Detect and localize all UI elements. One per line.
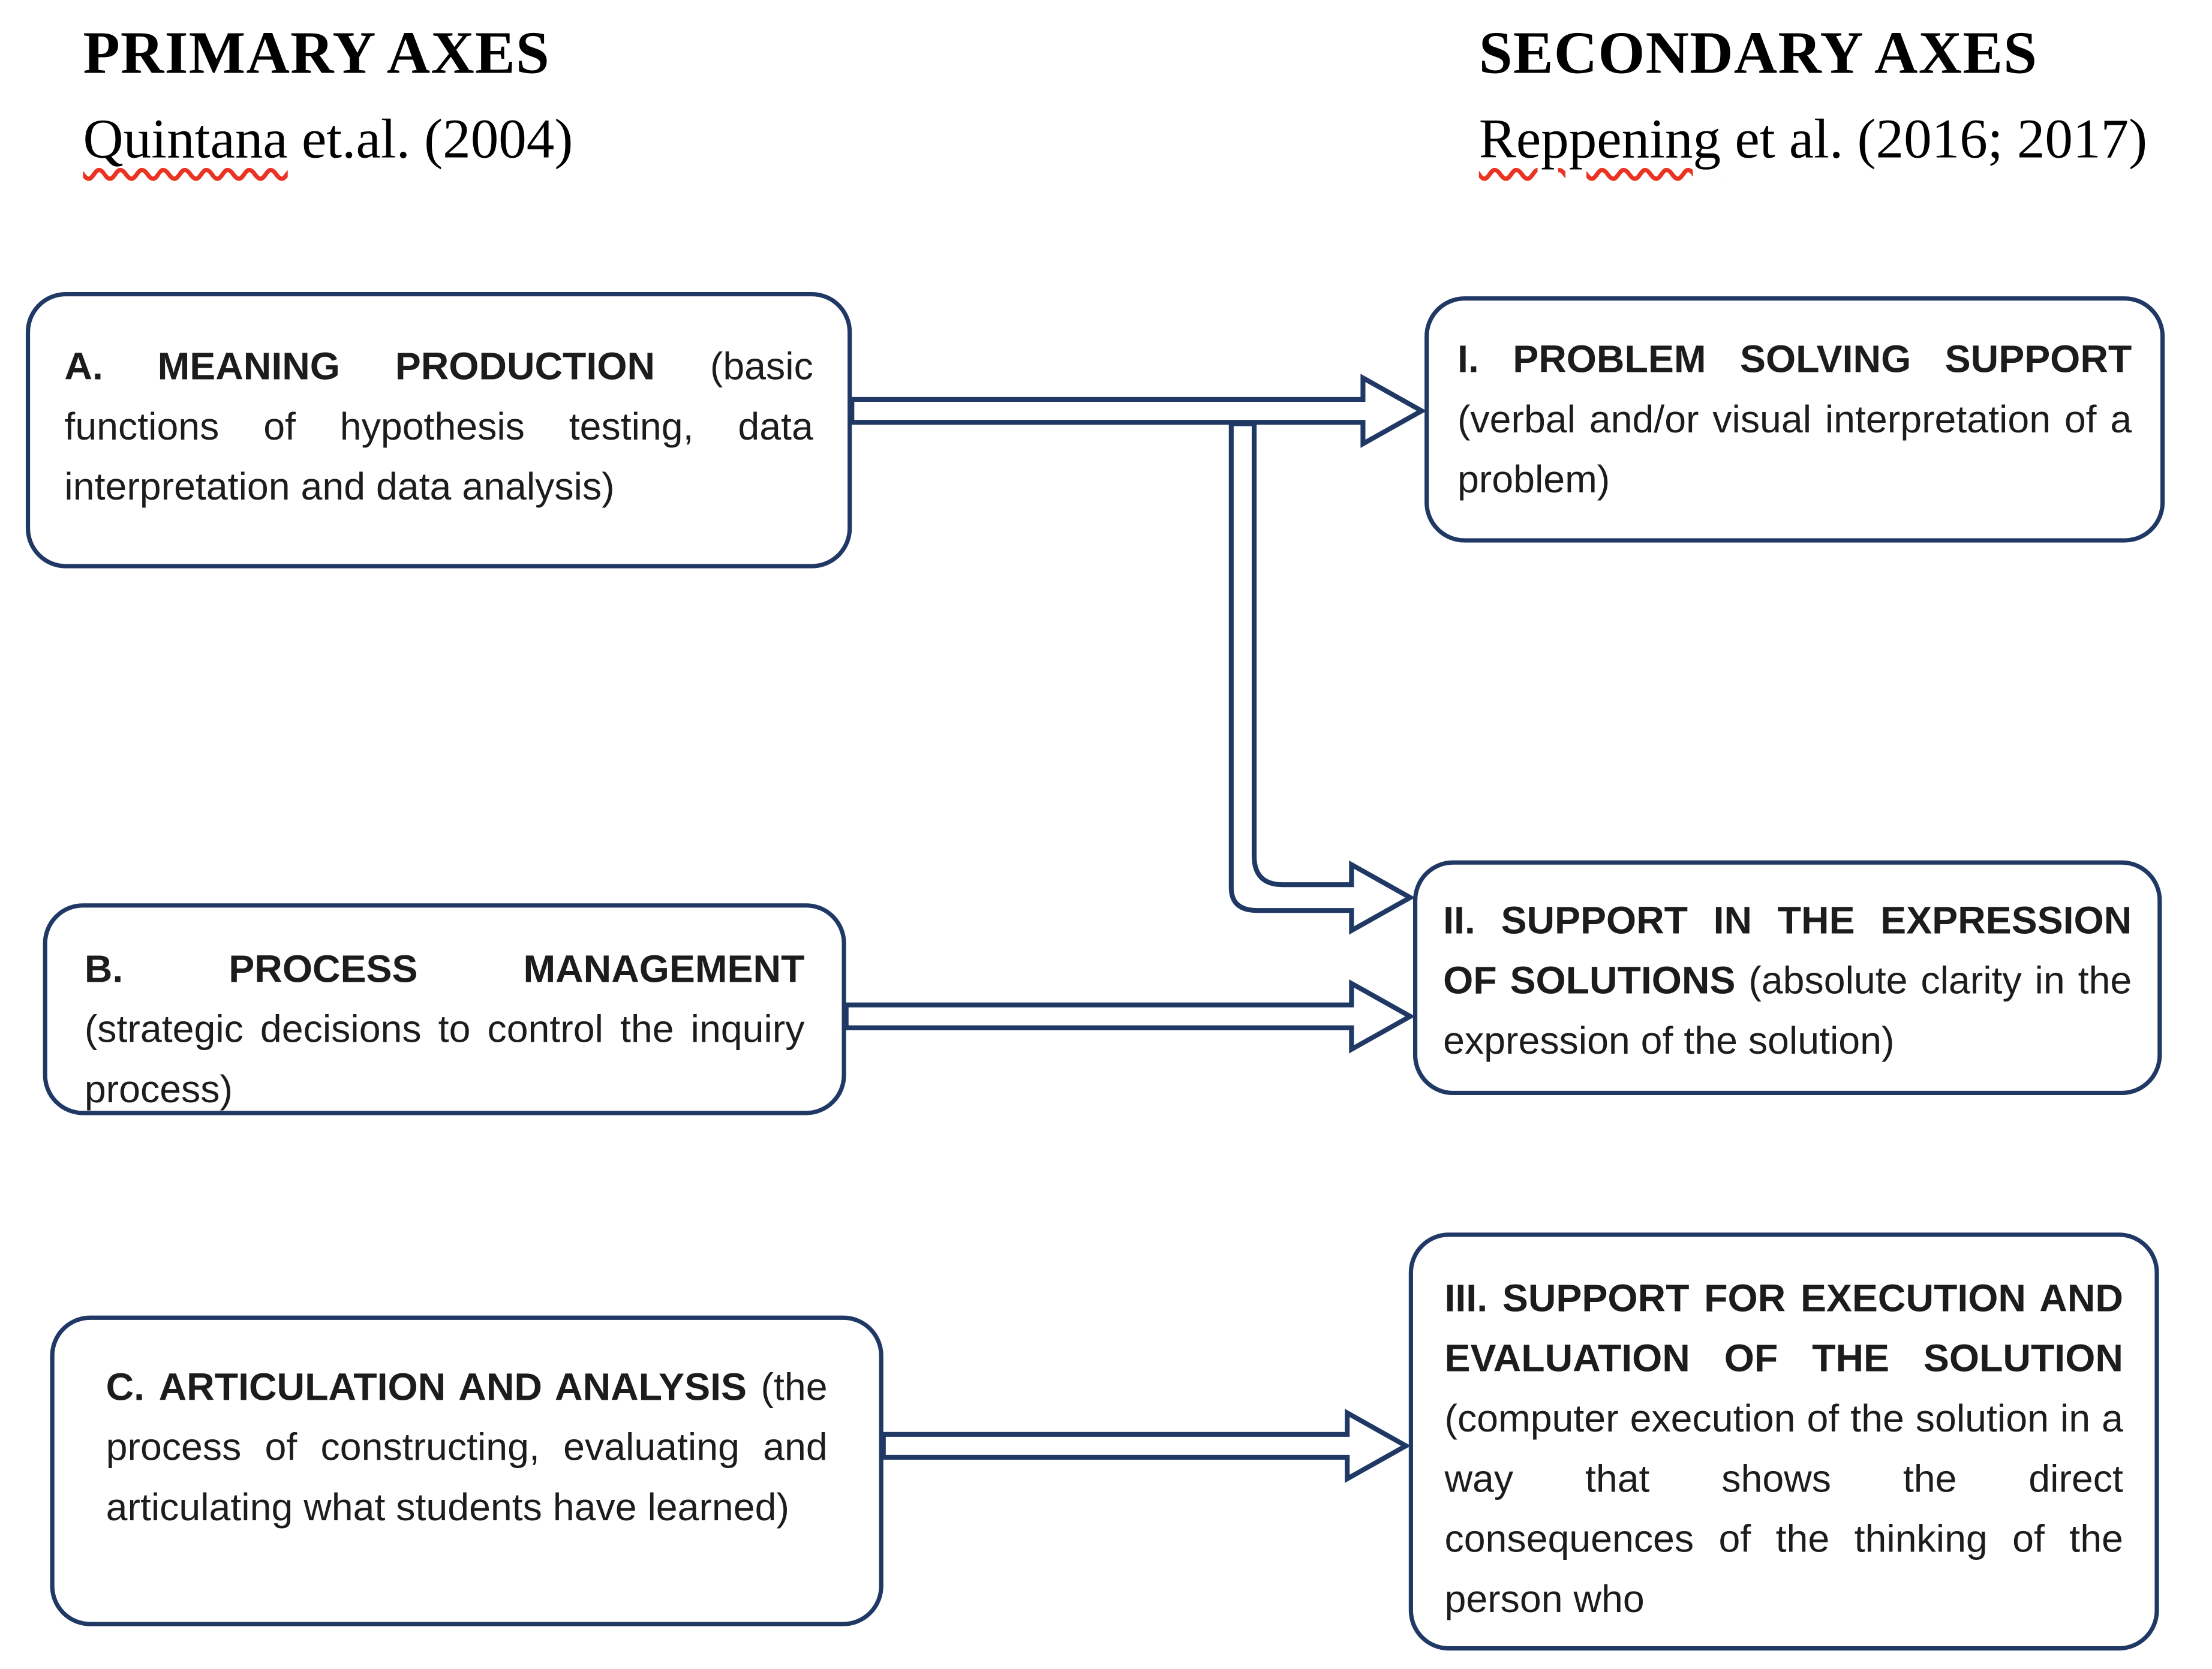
box-b-label: B. xyxy=(84,948,124,991)
secondary-axes-heading xyxy=(1479,20,2155,177)
arrow-c-to-iii xyxy=(883,1413,1406,1479)
box-ii-label: II. xyxy=(1443,899,1475,942)
box-c-text xyxy=(106,1357,828,1538)
box-ii-desc: (absolute clarity in the expression of the solution) xyxy=(1443,959,2132,1063)
box-c-title: ARTICULATION AND ANALYSIS xyxy=(158,1366,747,1409)
box-i-desc: (verbal and/or visual interpretation of a problem) xyxy=(1457,398,2132,501)
box-ii-text xyxy=(1443,891,2132,1071)
box-meaning-production xyxy=(26,292,852,569)
box-iii-title: SUPPORT FOR EXECUTION AND EVALUATION OF THE SOLUTION xyxy=(1444,1277,2123,1381)
box-iii-label: III. xyxy=(1444,1277,1488,1320)
box-a-desc: (basic functions of hypothesis testing, data interpretation and data analysis) xyxy=(64,345,813,509)
box-i-heading xyxy=(1457,329,2132,389)
secondary-axes-source-rest: et al. (2016; 2017) xyxy=(1735,109,2148,171)
box-execution-and-evaluation xyxy=(1409,1232,2159,1650)
primary-axes-source xyxy=(83,104,827,178)
box-ii-title: SUPPORT IN THE EXPRESSION OF SOLUTIONS xyxy=(1443,899,2132,1002)
box-i-title: PROBLEM SOLVING SUPPORT xyxy=(1513,338,2132,381)
box-i-label: I. xyxy=(1457,338,1479,381)
secondary-axes-source xyxy=(1479,104,2155,178)
box-articulation-and-analysis xyxy=(50,1316,883,1626)
box-expression-of-solutions xyxy=(1413,861,2162,1095)
secondary-axes-title: SECONDARY AXES xyxy=(1478,21,2038,88)
box-b-heading xyxy=(85,939,805,999)
box-process-management xyxy=(43,903,846,1115)
box-a-text xyxy=(64,336,813,517)
box-a-label: A. xyxy=(64,345,103,388)
primary-axes-source-rest: et.al. (2004) xyxy=(301,109,573,171)
box-iii-desc: (computer execution of the solution in a way that shows the direct consequences of the thinking of the person who xyxy=(1444,1397,2123,1621)
box-a-title: MEANING PRODUCTION xyxy=(157,345,656,388)
primary-axes-author: Quintana xyxy=(83,109,288,171)
arrow-b-to-ii xyxy=(846,984,1410,1049)
arrow-a-to-i xyxy=(852,378,1421,444)
arrow-a-to-ii xyxy=(1231,424,1410,931)
primary-axes-title: PRIMARY AXES xyxy=(83,21,550,88)
secondary-axes-author: Reppening xyxy=(1478,109,1721,171)
box-b-desc: (strategic decisions to control the inquiry process) xyxy=(84,1008,805,1111)
box-c-desc: (the process of constructing, evaluating and articulating what students have learned) xyxy=(106,1366,828,1529)
box-b-title: PROCESS MANAGEMENT xyxy=(229,948,805,991)
primary-axes-heading xyxy=(83,20,827,177)
box-c-label: C. xyxy=(106,1366,145,1409)
box-problem-solving-support xyxy=(1424,296,2165,543)
box-iii-text xyxy=(1444,1268,2123,1629)
